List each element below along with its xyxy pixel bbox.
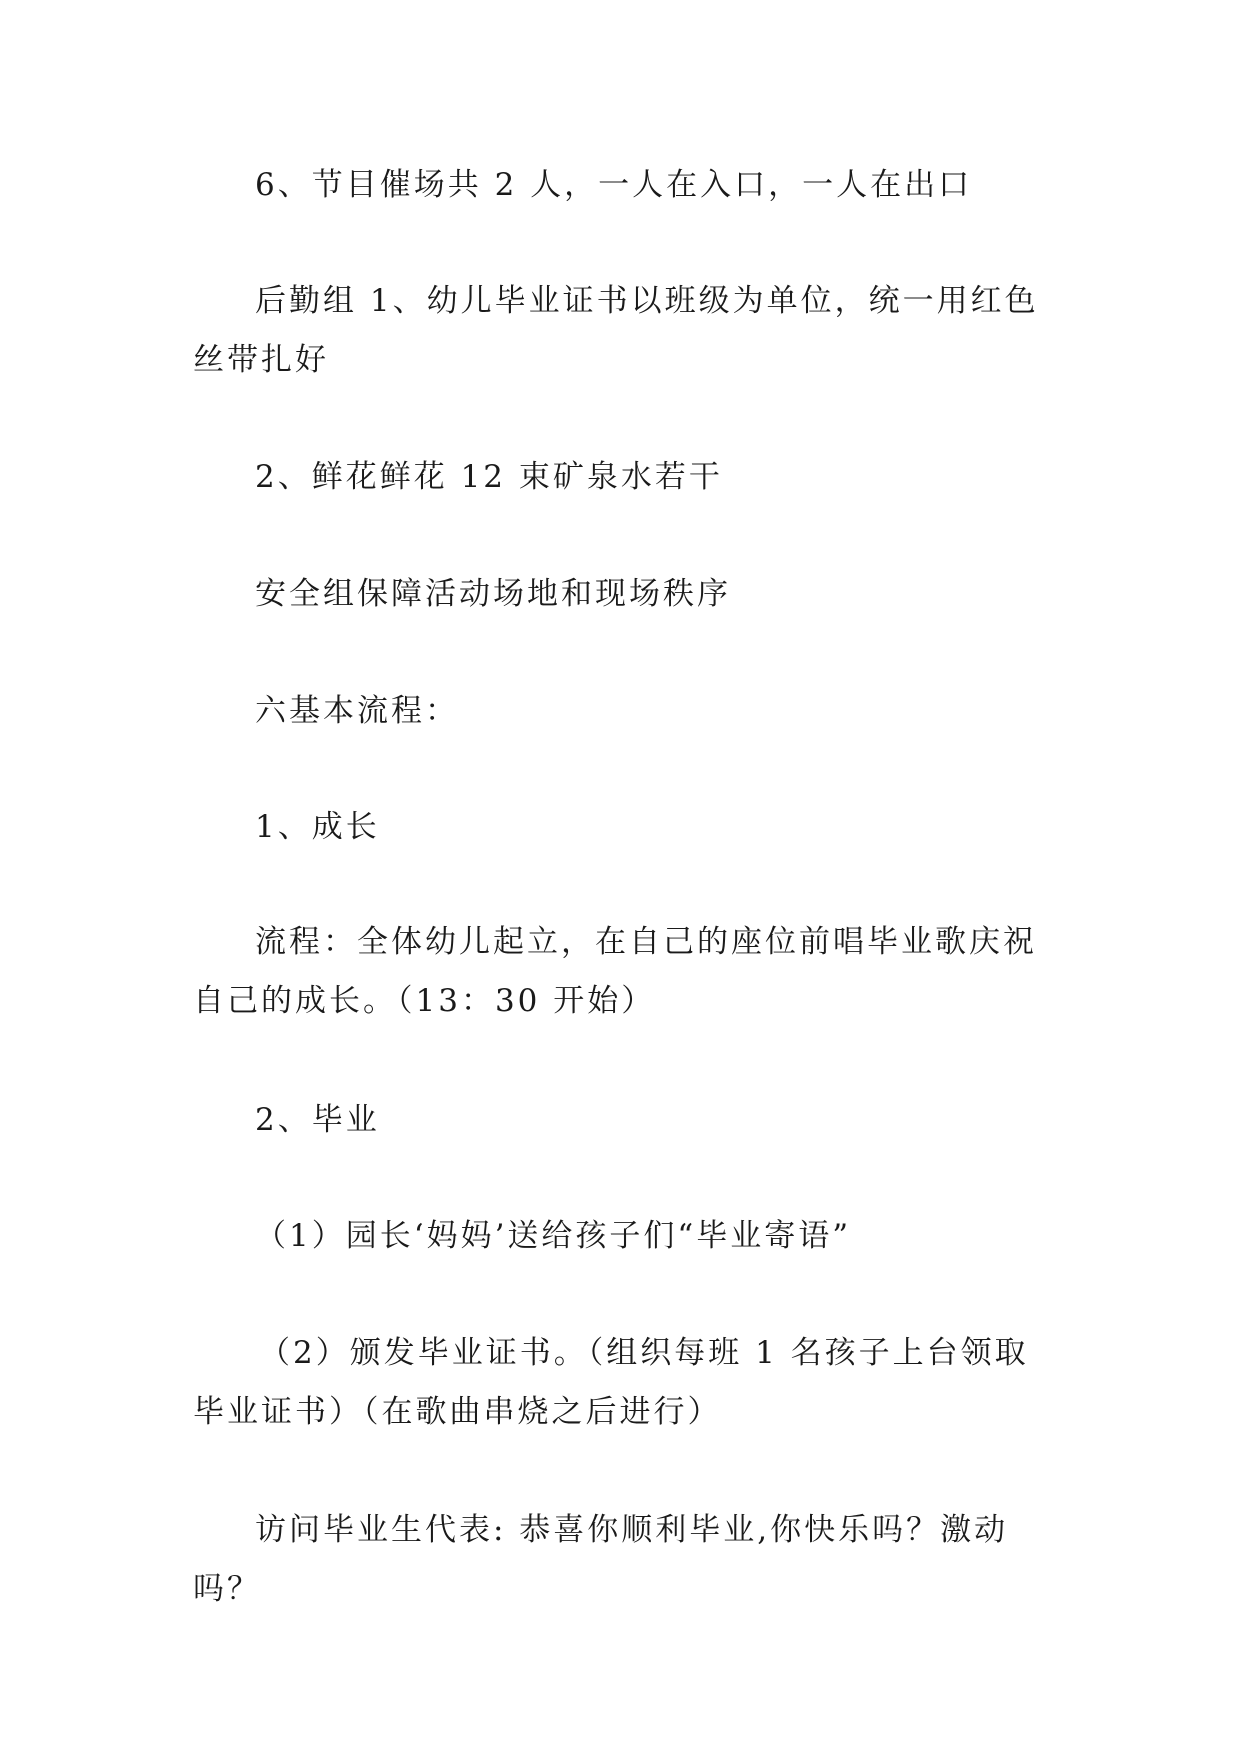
paragraph-principal-message: （1）园长‘妈妈’送给孩子们“毕业寄语” — [255, 1218, 852, 1254]
step-heading-growth: 1、成长 — [255, 809, 380, 845]
section-heading-basic-process: 六基本流程： — [255, 693, 459, 729]
paragraph-award-certificates: （2）颁发毕业证书。（组织每班 1 名孩子上台领取毕业证书）（在歌曲串烧之后进行） — [193, 1335, 1029, 1430]
paragraph-logistics-group: 后勤组 1、幼儿毕业证书以班级为单位，统一用红色丝带扎好 — [193, 283, 1039, 378]
paragraph-growth-process: 流程：全体幼儿起立，在自己的座位前唱毕业歌庆祝自己的成长。（13：30 开始） — [193, 924, 1037, 1019]
step-heading-graduation: 2、毕业 — [255, 1102, 380, 1138]
paragraph-graduate-interview: 访问毕业生代表: 恭喜你顺利毕业,你快乐吗？激动吗？ — [193, 1512, 1009, 1607]
paragraph-program-callers: 6、节目催场共 2 人，一人在入口，一人在出口 — [255, 167, 973, 203]
paragraph-safety-group: 安全组保障活动场地和现场秩序 — [255, 576, 731, 612]
paragraph-flowers-water: 2、鲜花鲜花 12 束矿泉水若干 — [255, 459, 723, 495]
